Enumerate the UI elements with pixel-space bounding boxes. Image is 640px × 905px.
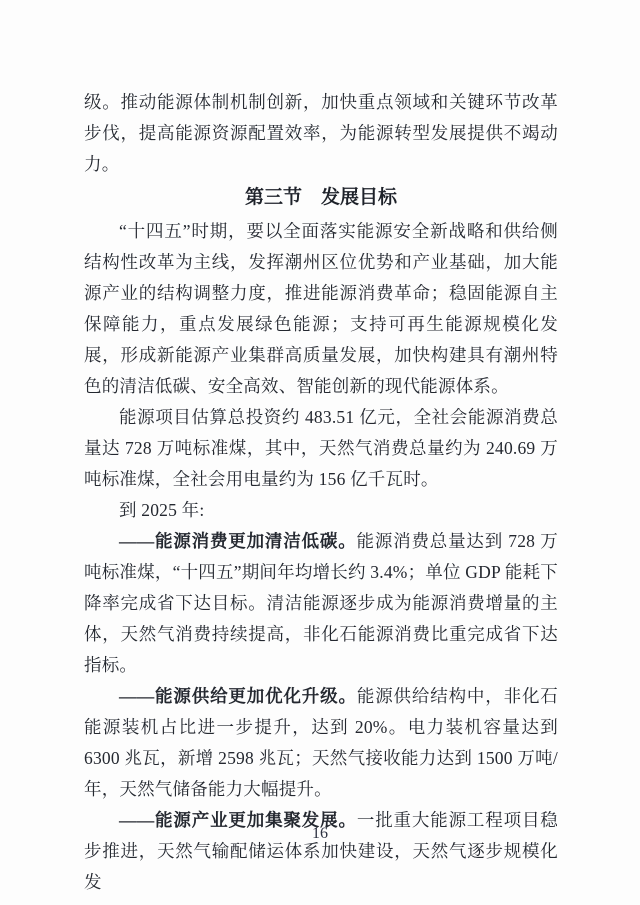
paragraph-goal-supply	[84, 681, 558, 805]
section-heading: 第三节 发展目标	[244, 187, 397, 208]
paragraph-text: “十四五”时期，要以全面落实能源安全新战略和供给侧结构性改革为主线，发挥潮州区位优势和产业基础，加大能源产业的结构调整力度，推进能源消费革命；稳固能源自主保障能力，重点发展绿色能源；支持可再生能源规模化发展，形成新能源产业集群高质量发展，加快构建具有潮州特色的清洁低碳、安全高效、智能创新的现代能源体系。	[84, 221, 558, 396]
paragraph	[84, 402, 558, 495]
document-body	[84, 87, 558, 898]
paragraph-text: 一批重大能源工程项目稳步推进，天然气输配储运体系加快建设，天然气逐步规模化发	[84, 810, 558, 892]
paragraph-text: 能源供给结构中，非化石能源装机占比进一步提升，达到 20%。电力装机容量达到 6300 兆瓦，新增 2598 兆瓦；天然气接收能力达到 1500 万吨/年，天然气储备能力大幅提升。	[84, 686, 558, 799]
paragraph-continuation: 级。推动能源体制机制创新，加快重点领域和关键环节改革步伐，提高能源资源配置效率，为能源转型发展提供不竭动力。	[84, 92, 558, 174]
paragraph-goal-industry	[84, 805, 558, 898]
paragraph-lead: ——能源产业更加集聚发展。	[119, 810, 357, 830]
paragraph	[84, 495, 558, 526]
paragraph-goal-consumption	[84, 526, 558, 681]
paragraph-lead: ——能源消费更加清洁低碳。	[119, 531, 357, 551]
paragraph-text: 能源项目估算总投资约 483.51 亿元，全社会能源消费总量达 728 万吨标准煤，其中，天然气消费总量约为 240.69 万吨标准煤，全社会用电量约为 156 亿千瓦时。	[84, 407, 558, 489]
paragraph	[84, 216, 558, 402]
paragraph-text: 到 2025 年:	[119, 500, 205, 520]
paragraph-lead: ——能源供给更加优化升级。	[119, 686, 357, 706]
paragraph-text: 能源消费总量达到 728 万吨标准煤，“十四五”期间年均增长约 3.4%；单位 GDP 能耗下降率完成省下达目标。清洁能源逐步成为能源消费增量的主体，天然气消费持续提高，非化石能源消费比重完成省下达指标。	[84, 531, 558, 675]
page-number: 16	[312, 825, 328, 842]
